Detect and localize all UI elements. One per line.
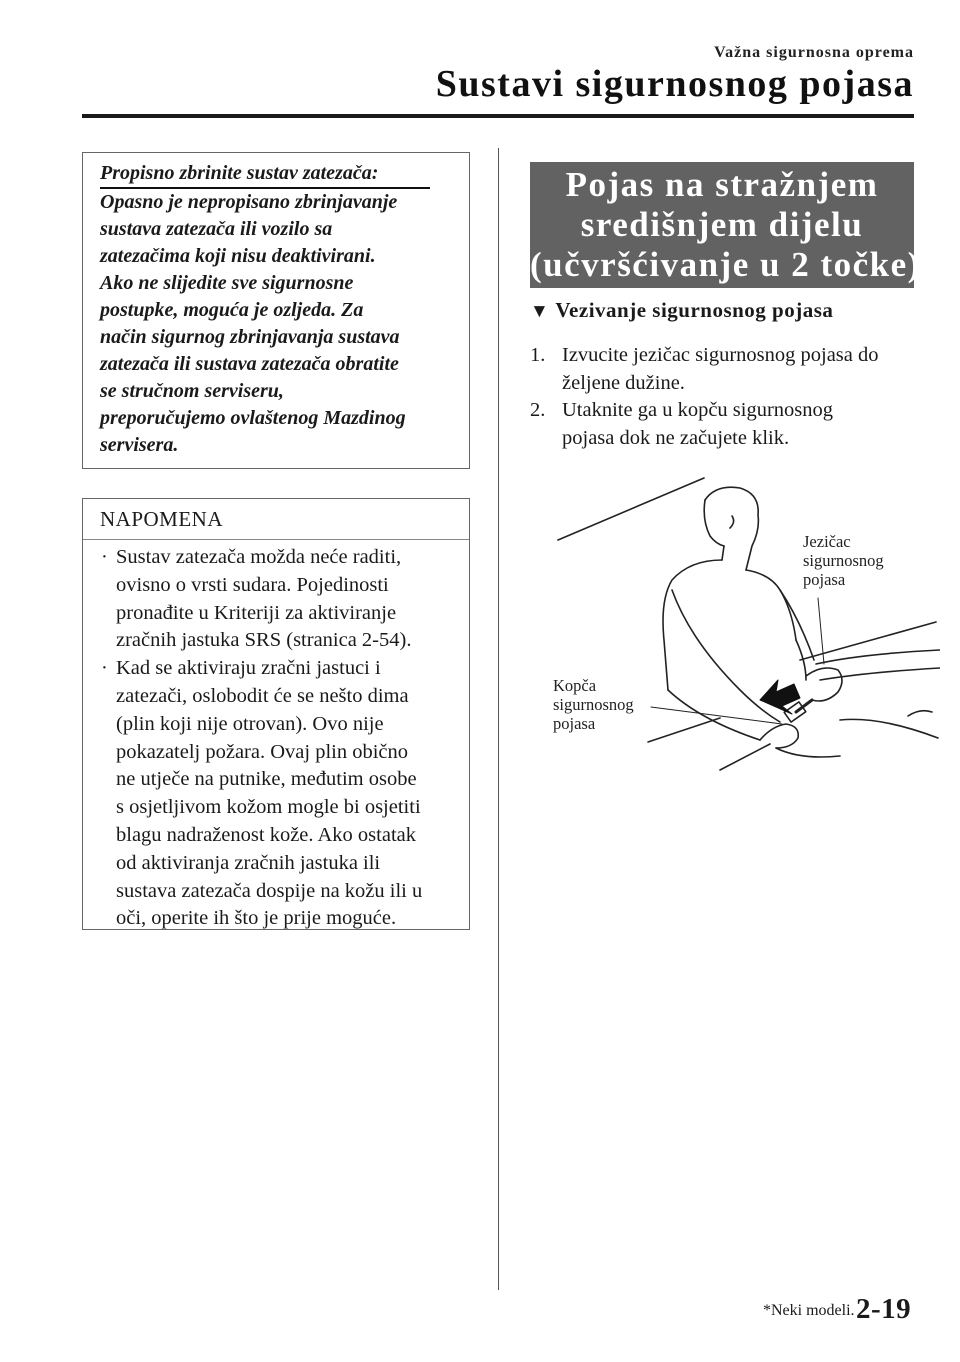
note-line: oči, operite ih što je prije moguće.	[116, 907, 397, 930]
warning-line: zatezača ili sustava zatezača obratite	[100, 353, 399, 375]
step-number: 2.	[530, 399, 546, 421]
note-line: Sustav zatezača možda neće raditi,	[116, 546, 402, 568]
step-line: Utaknite ga u kopču sigurnosnog	[562, 399, 834, 421]
note-line: s osjetljivom kožom mogle bi osjetiti	[116, 796, 421, 819]
note-line: blagu nadraženost kože. Ako ostatak	[116, 823, 417, 846]
column-divider	[498, 148, 499, 1290]
section-label: Važna sigurnosna oprema	[714, 44, 914, 61]
section-title-line: središnjem dijelu	[580, 205, 864, 244]
note-line: pronađite u Kriteriji za aktiviranje	[116, 601, 397, 624]
callout-line: pojasa	[553, 714, 596, 733]
step-line: željene dužine.	[562, 371, 685, 394]
warning-line: Ako ne slijedite sve sigurnosne	[100, 272, 354, 294]
warning-line: način sigurnog zbrinjavanja sustava	[100, 326, 400, 348]
note-line: ne utječe na putnike, međutim osobe	[116, 768, 417, 791]
note-line: (plin koji nije otrovan). Ovo nije	[116, 712, 384, 735]
step-line: Izvucite jezičac sigurnosnog pojasa do	[562, 344, 879, 366]
callout-line: pojasa	[803, 570, 846, 589]
triangle-marker-icon: ▼	[530, 301, 550, 322]
note-line: sustava zatezača dospije na kožu ili u	[116, 879, 423, 902]
warning-text	[100, 189, 460, 459]
callout-line: Jezičac	[803, 532, 851, 551]
note-line: zatezači, oslobodit će se nešto dima	[116, 684, 409, 707]
warning-line: postupke, moguća je ozljeda. Za	[100, 299, 364, 321]
callout-tongue-label	[803, 532, 884, 589]
subsection-heading-text: Vezivanje sigurnosnog pojasa	[555, 298, 834, 322]
subsection-heading	[530, 298, 833, 323]
steps-list	[530, 342, 920, 452]
chapter-title: Sustavi sigurnosnog pojasa	[435, 63, 914, 105]
warning-line: zatezačima koji nisu deaktivirani.	[100, 245, 376, 267]
step-item	[530, 397, 920, 452]
section-title-line: Pojas na stražnjem	[565, 165, 879, 204]
footnote: *Neki modeli.	[763, 1302, 855, 1319]
step-number: 1.	[530, 344, 546, 366]
bullet: ·	[101, 657, 108, 680]
callout-line: sigurnosnog	[803, 551, 884, 570]
bullet: ·	[101, 546, 108, 568]
note-line: zračnih jastuka SRS (stranica 2-54).	[116, 629, 412, 652]
section-title-box	[530, 162, 940, 288]
callout-line: Kopča	[553, 676, 597, 695]
note-line: Kad se aktiviraju zračni jastuci i	[116, 657, 381, 680]
step-line: pojasa dok ne začujete klik.	[562, 426, 790, 449]
warning-line: se stručnom serviseru,	[100, 380, 284, 402]
warning-heading: Propisno zbrinite sustav zatezača:	[100, 160, 430, 189]
note-list	[100, 544, 460, 933]
seatbelt-illustration	[550, 470, 940, 780]
warning-line: Opasno je nepropisano zbrinjavanje	[100, 191, 398, 213]
callout-line: sigurnosnog	[553, 695, 634, 714]
warning-line: sustava zatezača ili vozilo sa	[100, 218, 333, 240]
note-title: NAPOMENA	[100, 507, 224, 531]
note-line: od aktiviranja zračnih jastuka ili	[116, 851, 381, 874]
note-item	[100, 544, 460, 655]
header-rule	[82, 114, 914, 118]
warning-line: preporučujemo ovlaštenog Mazdinog	[100, 407, 406, 429]
note-line: pokazatelj požara. Ovaj plin obično	[116, 740, 409, 763]
callout-buckle-label	[553, 676, 634, 733]
page-number: 2-19	[856, 1293, 912, 1325]
warning-line: servisera.	[100, 434, 179, 456]
section-title-line: (učvršćivanje u 2 točke)*	[530, 245, 940, 284]
note-item	[100, 655, 460, 933]
step-item	[530, 342, 920, 397]
note-line: ovisno o vrsti sudara. Pojedinosti	[116, 573, 389, 596]
